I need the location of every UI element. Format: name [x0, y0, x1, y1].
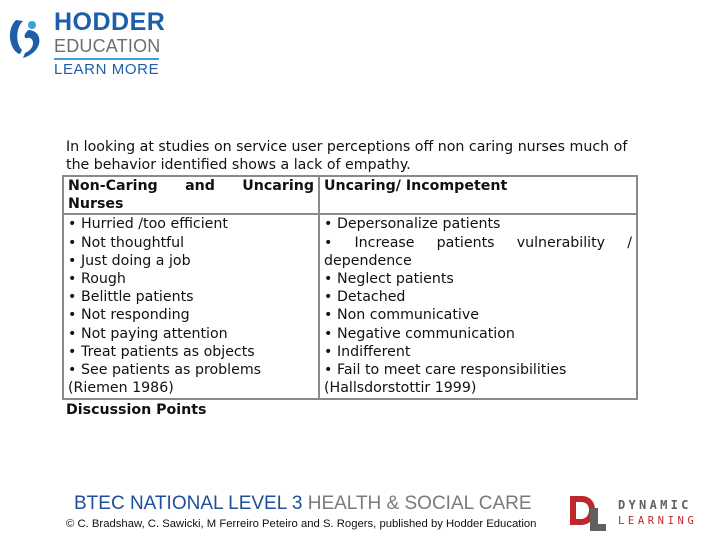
perceptions-table — [62, 175, 638, 400]
dynamic-learning-mark-icon — [568, 494, 608, 532]
list-item: • Belittle patients — [68, 288, 314, 306]
hodder-logo-tagline: LEARN MORE — [54, 58, 159, 79]
list-item: • Indifferent — [324, 343, 632, 361]
list-item: • Not responding — [68, 306, 314, 324]
dynamic-learning-logo — [568, 494, 714, 534]
list-item: • Rough — [68, 270, 314, 288]
table-header-row — [63, 176, 637, 214]
list-item: • Just doing a job — [68, 252, 314, 270]
slide-content — [62, 138, 638, 422]
hodder-education-logo — [6, 8, 176, 80]
header-uncaring-incompetent: Uncaring/ Incompetent — [319, 176, 637, 214]
footer-title-subject: HEALTH & SOCIAL CARE — [307, 493, 532, 514]
list-item: • Depersonalize patients — [324, 215, 632, 233]
left-citation: (Riemen 1986) — [68, 380, 174, 397]
table-row — [63, 214, 637, 399]
dynamic-logo-word: DYNAMIC — [618, 498, 692, 512]
list-item: • Neglect patients — [324, 270, 632, 288]
footer-copyright: © C. Bradshaw, C. Sawicki, M Ferreiro Peteiro and S. Rogers, published by Hodder Education — [66, 518, 537, 530]
list-item: • Detached — [324, 288, 632, 306]
list-item: • Hurried /too efficient — [68, 215, 314, 233]
footer-title — [74, 493, 560, 515]
discussion-points-heading: Discussion Points — [66, 402, 207, 419]
list-item: • Non communicative — [324, 306, 632, 324]
list-item: • See patients as problems — [68, 361, 314, 379]
footer-title-level: BTEC NATIONAL LEVEL 3 — [74, 493, 303, 514]
hodder-logo-subtitle: EDUCATION — [54, 36, 161, 56]
right-citation: (Hallsdorstottir 1999) — [324, 380, 477, 397]
non-caring-list-cell — [63, 214, 319, 399]
list-item: • Not thoughtful — [68, 234, 314, 252]
uncaring-list-cell — [319, 214, 637, 399]
hodder-swirl-icon — [6, 16, 46, 60]
list-item: • Negative communication — [324, 325, 632, 343]
intro-paragraph: In looking at studies on service user perceptions off non caring nurses much of the behavior identified shows a lack of empathy. — [66, 139, 628, 173]
list-item: • Fail to meet care responsibilities — [324, 361, 632, 379]
header-non-caring-nurses: Non-Caring and Uncaring Nurses — [63, 176, 319, 214]
list-item: • Treat patients as objects — [68, 343, 314, 361]
hodder-logo-name: HODDER — [54, 8, 166, 36]
list-item: • Increase patients vulnerability / dependence — [324, 234, 632, 269]
list-item: • Not paying attention — [68, 325, 314, 343]
learning-logo-word: LEARNING — [618, 515, 698, 527]
